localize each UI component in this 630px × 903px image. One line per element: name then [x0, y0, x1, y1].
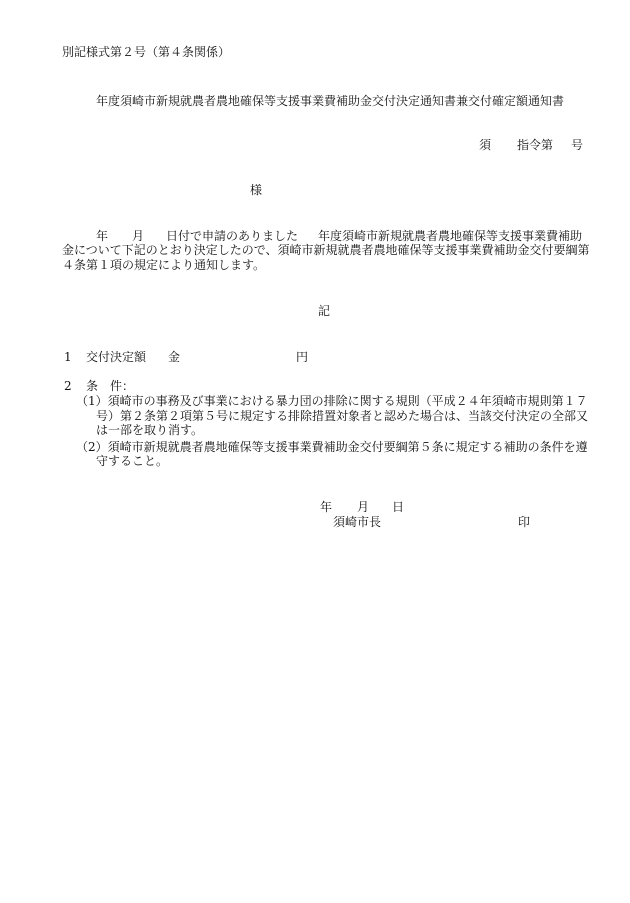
- item1-kin: 金: [168, 350, 181, 364]
- ref-middle: 指令第: [517, 138, 554, 152]
- ref-suffix: 号: [571, 138, 584, 152]
- mayor-title: 須崎市長: [333, 515, 382, 529]
- body-line3: ４条第１項の規定により通知します。: [62, 258, 266, 272]
- body-rest: 日付で申請のありました: [166, 229, 299, 243]
- body-year: 年: [96, 229, 109, 243]
- item2-label: 条 件：: [86, 379, 135, 393]
- body-line2: 金について下記のとおり決定したので、須崎市新規就農者農地確保等支援事業費補助金交付要綱第: [62, 243, 590, 257]
- body-month: 月: [132, 229, 145, 243]
- item1-label: 交付決定額: [86, 350, 147, 364]
- form-label: 別記様式第２号（第４条関係）: [62, 45, 231, 59]
- document-title: 年度須崎市新規就農者農地確保等支援事業費補助金交付決定通知書兼交付確定額通知書: [96, 94, 565, 108]
- condition1-line2: 号）第２条第２項第５号に規定する排除措置対象者と認めた場合は、当該交付決定の全部又: [96, 409, 589, 423]
- condition1-line1: （1）須崎市の事務及び事業における暴力団の排除に関する規則（平成２４年須崎市規則第１７: [76, 394, 588, 408]
- sign-month: 月: [357, 500, 370, 514]
- sign-day: 日: [392, 500, 405, 514]
- condition1-line3: は一部を取り消す。: [96, 423, 204, 437]
- ki-heading: 記: [318, 304, 331, 318]
- condition2-line1: （2）須崎市新規就農者農地確保等支援事業費補助金交付要綱第５条に規定する補助の条件を遵: [76, 440, 588, 454]
- item2-number: 2: [64, 379, 72, 393]
- seal-mark: 印: [518, 515, 531, 529]
- sign-year: 年: [320, 500, 333, 514]
- condition2-line2: 守すること。: [96, 454, 169, 468]
- body-tail: 年度須崎市新規就農者農地確保等支援事業費補助: [318, 229, 583, 243]
- item1-number: 1: [64, 350, 72, 364]
- addressee-suffix: 様: [250, 183, 263, 197]
- ref-prefix: 須: [479, 138, 492, 152]
- item1-yen: 円: [296, 350, 309, 364]
